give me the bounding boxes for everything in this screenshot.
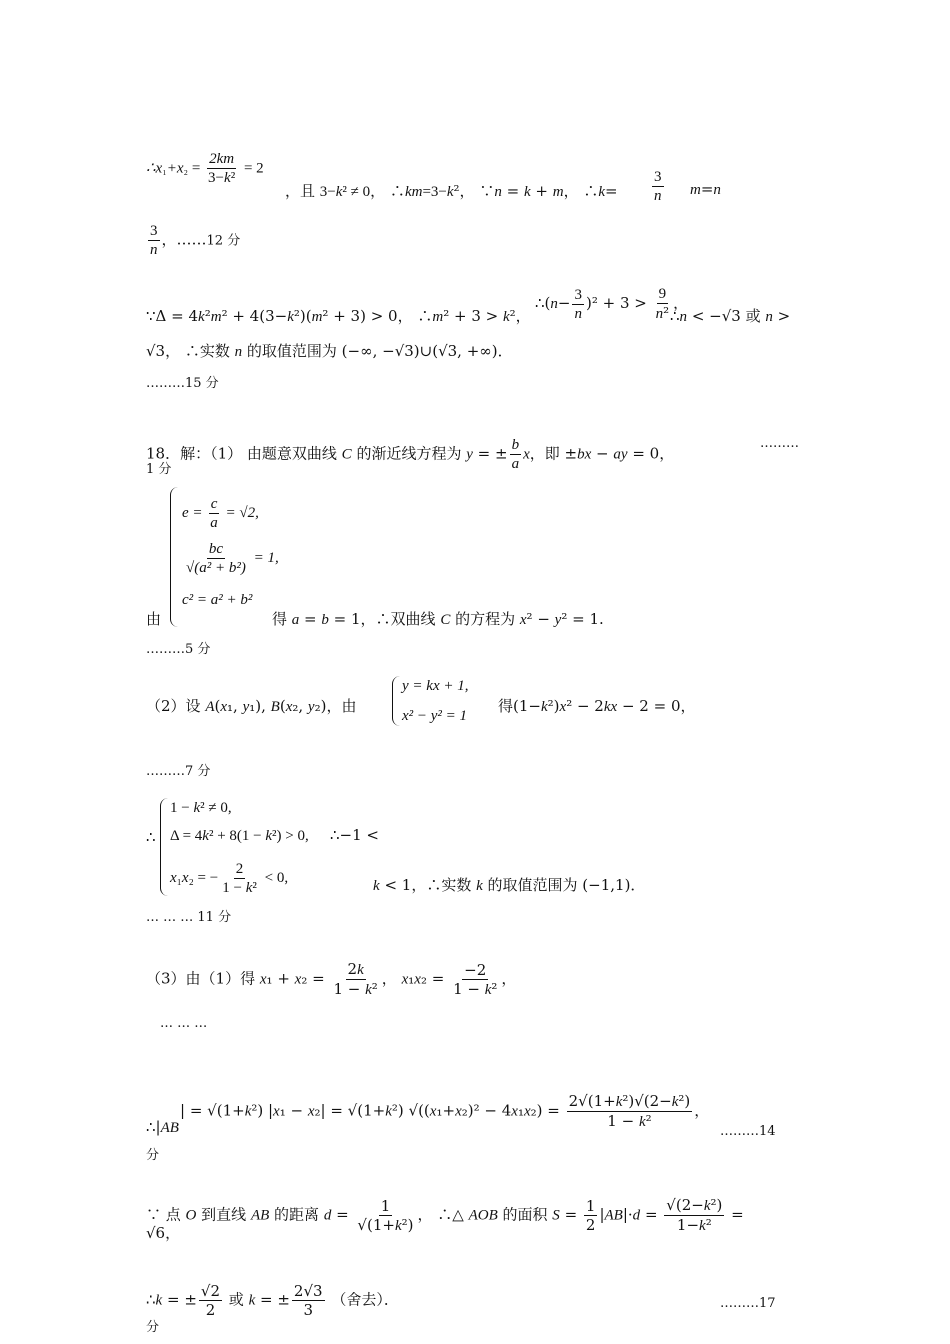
score-15: ………15 分 [146,376,219,391]
sys2-b: Δ = 4k² + 8(1 − k²) > 0, [170,828,309,844]
sys1-e: e = $\frac{c}{a}$ = √2, [182,496,259,531]
q18-score-1: 1 分 [146,462,172,477]
therefore: ∴ [146,828,156,846]
p2-line: （2）设 A(x₁, y₁), B(x₂, y₂)，由 [146,697,357,715]
line-1: ∴x₁+x₂ = $\frac{2km}{\text{3−k²}}$ = 2 [146,151,264,186]
line-1-cont: ，且 3−k² ≠ 0， ∴km=3−k²， ∵n = k + m， ∴k= [285,182,618,200]
score-14-fen: 分 [146,1148,160,1163]
frac-3-n: $\frac{3}{n}$ [654,169,662,204]
sys1-c: c² = a² + b² [182,592,253,608]
sys2-a: 1 − k² ≠ 0, [170,800,232,816]
sys1-result: 得 a = b = 1，∴双曲线 C 的方程为 x² − y² = 1. [272,610,604,628]
d-line-sqrt6: √6， [146,1224,181,1242]
line-3-end: ∴n < −√3 或 n > [670,307,791,325]
p3-dots: … … … [160,1016,208,1031]
score-5: ………5 分 [146,642,211,657]
p3-line: （3）由（1）得 x₁ + x₂ = $\frac{2k}{\text{1 − k²}}$ ， x₁x₂ = $\frac{-2}{\text{1 − k²}}$ ， [146,960,517,998]
sys2-c: x₁x₂ = − $\frac{2}{\text{1 − k²}}$ < 0, [170,861,289,896]
line-1-end: m=n [690,180,721,198]
d-line: ∵ 点 O 到直线 AB 的距离 d = $\frac{1}{\text{√(1+k²)}}$ ， ∴△ AOB 的面积 S = $\frac{1}{2}$ |AB|·d = $\frac{\text{√(2−k²)}}{\text{1−k²}}$ = [146,1196,744,1234]
score-17: ………17 [720,1296,776,1311]
score-7: ………7 分 [146,764,211,779]
final-line: ∴k = ± $\frac{√2}{2}$ 或 k = ± $\frac{2√3}{3}$ （舍去）． [146,1282,399,1319]
score-14: ………14 [720,1124,776,1139]
sys2-result: k < 1，∴实数 k 的取值范围为 (−1,1)． [373,876,646,894]
line-3-ineq: ∴(n− $\frac{3}{n}$ )² + 3 > $\frac{9}{\text{n²}}$ ， [535,286,689,322]
q18-line: 18．解：（1） 由题意双曲线 C 的渐近线方程为 y = ± $\frac{b}{a}$ x，即 ±bx − ay = 0， [146,437,675,472]
sys1-you: 由 [146,610,162,628]
p2-sys-a: y = kx + 1, [402,678,469,694]
line-2: $\frac{3}{n}$ ，……12 分 [150,223,241,258]
p2-sys-b: x² − y² = 1 [402,708,468,724]
sys1-bc: $\frac{bc}{\text{√(a² + b²)}}$ = 1, [186,541,279,576]
sys2-tail: ∴−1 < [330,826,379,844]
score-11: … … … 11 分 [146,910,232,925]
ab-equation: | = √(1+k²) |x₁ − x₂| = √(1+k²) √((x₁+x₂)² − 4x₁x₂) = $\frac{\text{2√(1+k²)√(2−k²)}}{\text{1 − k²}}$ ， [180,1092,710,1130]
line-4: √3， ∴实数 n 的取值范围为 (−∞, −√3)∪(√3, +∞)． [146,342,513,360]
ab-lead: ∴|AB [146,1118,179,1136]
p2-result: 得(1−k²)x² − 2kx − 2 = 0， [498,697,696,715]
q18-score-dots: ……… [760,436,799,451]
score-17-fen: 分 [146,1320,160,1335]
line-3: ∵Δ = 4k²m² + 4(3−k²)(m² + 3) > 0， ∴m² + 3 > k²， [146,307,531,325]
